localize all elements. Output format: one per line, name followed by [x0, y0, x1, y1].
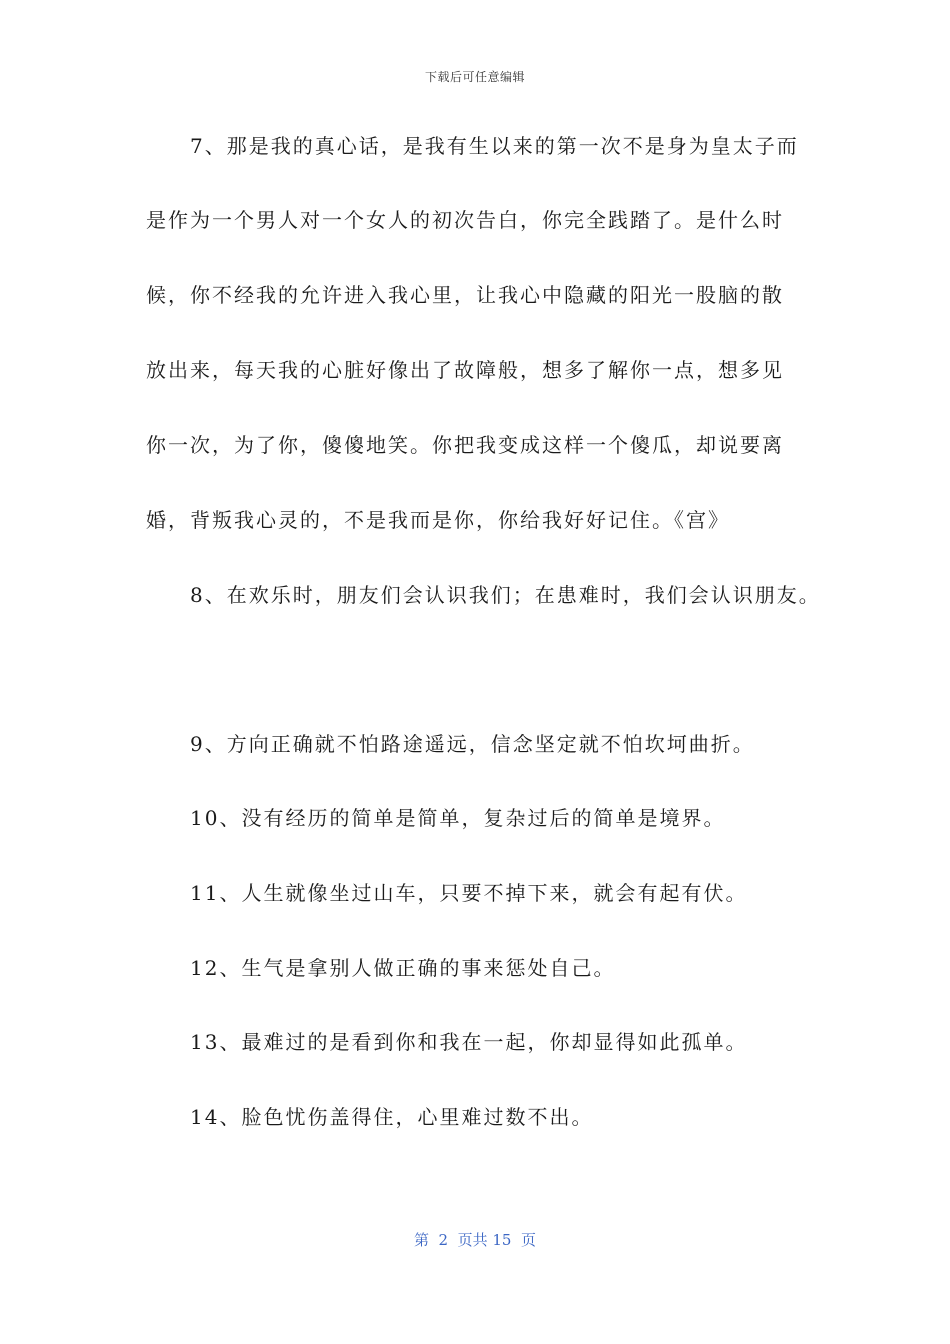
paragraph-line: 10、没有经历的简单是简单，复杂过后的简单是境界。: [190, 806, 726, 830]
paragraph-line: 9、方向正确就不怕路途遥远，信念坚定就不怕坎坷曲折。: [190, 732, 755, 756]
paragraph-line: 13、最难过的是看到你和我在一起，你却显得如此孤单。: [190, 1030, 748, 1054]
header-note: 下载后可任意编辑: [424, 70, 525, 84]
paragraph-line: 12、生气是拿别人做正确的事来惩处自己。: [190, 956, 616, 980]
paragraph-line: 7、那是我的真心话，是我有生以来的第一次不是身为皇太子而: [190, 134, 799, 158]
page-number-footer: 第 2 页共 15 页: [413, 1231, 536, 1249]
paragraph-line: 你一次，为了你，傻傻地笑。你把我变成这样一个傻瓜，却说要离: [146, 433, 784, 457]
paragraph-line: 14、脸色忧伤盖得住，心里难过数不出。: [190, 1105, 594, 1129]
paragraph-line: 8、在欢乐时，朋友们会认识我们；在患难时，我们会认识朋友。: [190, 583, 821, 607]
paragraph-line: 放出来，每天我的心脏好像出了故障般，想多了解你一点，想多见: [146, 358, 784, 382]
paragraph-line: 11、人生就像坐过山车，只要不掉下来，就会有起有伏。: [190, 881, 748, 905]
paragraph-line: 候，你不经我的允许进入我心里，让我心中隐藏的阳光一股脑的散: [146, 283, 784, 307]
paragraph-line: 是作为一个男人对一个女人的初次告白，你完全践踏了。是什么时: [146, 208, 784, 232]
paragraph-line: 婚，背叛我心灵的，不是我而是你，你给我好好记住。《宫》: [146, 508, 730, 532]
